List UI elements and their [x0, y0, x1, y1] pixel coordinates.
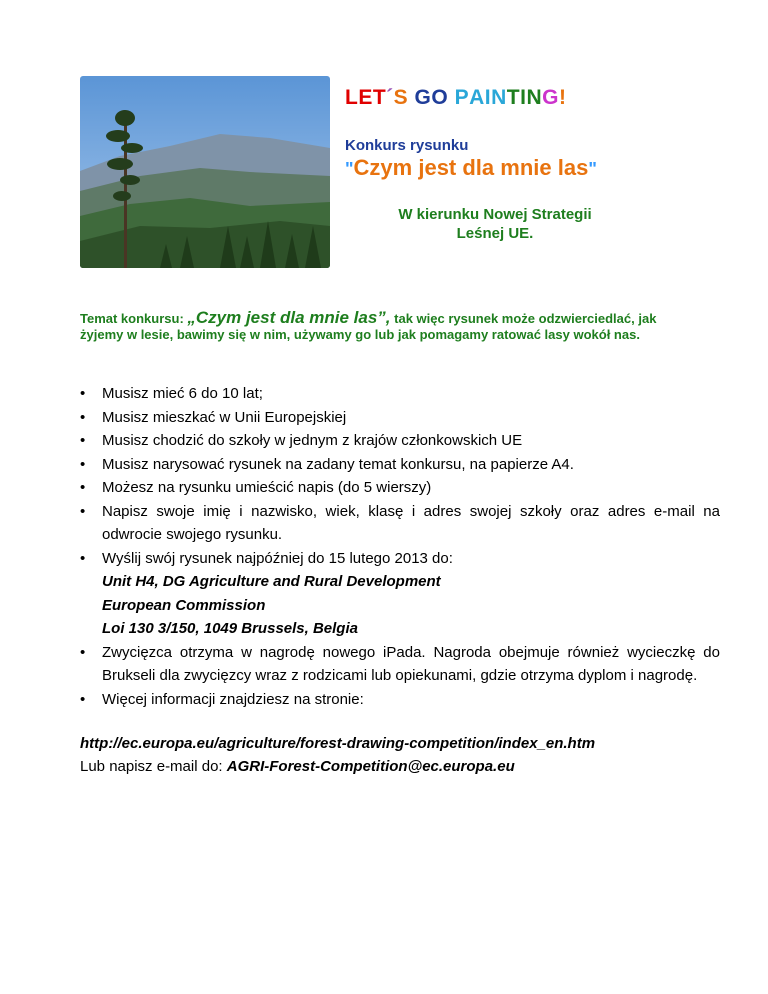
address-line-2: European Commission — [102, 596, 266, 614]
list-item — [80, 547, 720, 641]
intro-rest: tak więc rysunek może odzwierciedlać, jak żyjemy w lesie, bawimy się w nim, używamy go lub jak pomagamy ratować lasy wokół nas. — [80, 311, 657, 342]
title-letter: G — [414, 86, 432, 109]
close-quote: " — [588, 159, 597, 179]
title-letter: T — [372, 86, 387, 109]
forest-landscape-illustration — [80, 76, 330, 268]
intro-prefix: Temat konkursu: — [80, 311, 188, 326]
forest-landscape-photo — [80, 76, 330, 268]
title-letter: P — [454, 86, 470, 109]
open-quote: " — [345, 159, 354, 179]
list-item: • Musisz narysować rysunek na zadany temat konkursu, na papierze A4. — [80, 453, 720, 477]
list-item: • Zwycięzca otrzyma w nagrodę nowego iPada. Nagroda obejmuje również wycieczkę do Brukseli dla zwycięzcy wraz z rodzicami lub opiekunami, gdzie otrzyma dyplom i nagrodę. — [80, 641, 720, 688]
email-link[interactable]: AGRI-Forest-Competition@ec.europa.eu — [226, 758, 515, 775]
title-letter: I — [520, 86, 527, 109]
title-letter: T — [506, 86, 521, 109]
title-letter: ! — [558, 86, 567, 109]
rules-list — [80, 382, 720, 711]
strategy-line-1: W kierunku Nowej Strategii — [398, 206, 592, 223]
list-item: • Możesz na rysunku umieścić napis (do 5 wierszy) — [80, 476, 720, 500]
title-letter: ´ — [386, 86, 394, 109]
intro-theme: „Czym jest dla mnie las”, — [187, 308, 391, 327]
title-letter: G — [542, 86, 559, 109]
mail-prefix: Lub napisz e-mail do: — [80, 758, 227, 775]
list-item: • Więcej informacji znajdziesz na stronie: — [80, 688, 720, 712]
address-line-3: Loi 130 3/150, 1049 Brussels, Belgia — [102, 620, 358, 637]
send-instruction: Wyślij swój rysunek najpóźniej do 15 lutego 2013 do: — [102, 549, 453, 567]
title-letter: I — [484, 86, 492, 109]
contest-name-text: Czym jest dla mnie las — [353, 155, 589, 180]
title-letter: N — [526, 86, 543, 109]
contest-intro — [80, 310, 700, 343]
title-letter: O — [431, 86, 449, 109]
strategy-heading — [360, 205, 630, 243]
list-item: • Napisz swoje imię i nazwisko, wiek, klasę i adres swojej szkoły oraz adres e-mail na odwrocie swojego rysunku. — [80, 500, 720, 547]
title-letter: S — [393, 86, 409, 109]
list-item: • Musisz mieszkać w Unii Europejskiej — [80, 406, 720, 430]
list-item: • Musisz mieć 6 do 10 lat; — [80, 382, 720, 406]
strategy-line-2: Leśnej UE. — [456, 225, 534, 242]
title-letter: A — [469, 86, 485, 109]
page-title — [345, 86, 566, 110]
mail-line — [80, 758, 515, 775]
contest-name — [345, 155, 597, 181]
list-item: • Musisz chodzić do szkoły w jednym z krajów członkowskich UE — [80, 429, 720, 453]
title-letter: N — [491, 86, 507, 109]
title-letter: E — [358, 86, 373, 109]
address-line-1: Unit H4, DG Agriculture and Rural Development — [102, 573, 441, 590]
info-url-link[interactable]: http://ec.europa.eu/agriculture/forest-drawing-competition/index_en.htm — [80, 735, 596, 752]
title-letter: L — [345, 86, 359, 109]
contest-subtitle: Konkurs rysunku — [345, 137, 469, 154]
